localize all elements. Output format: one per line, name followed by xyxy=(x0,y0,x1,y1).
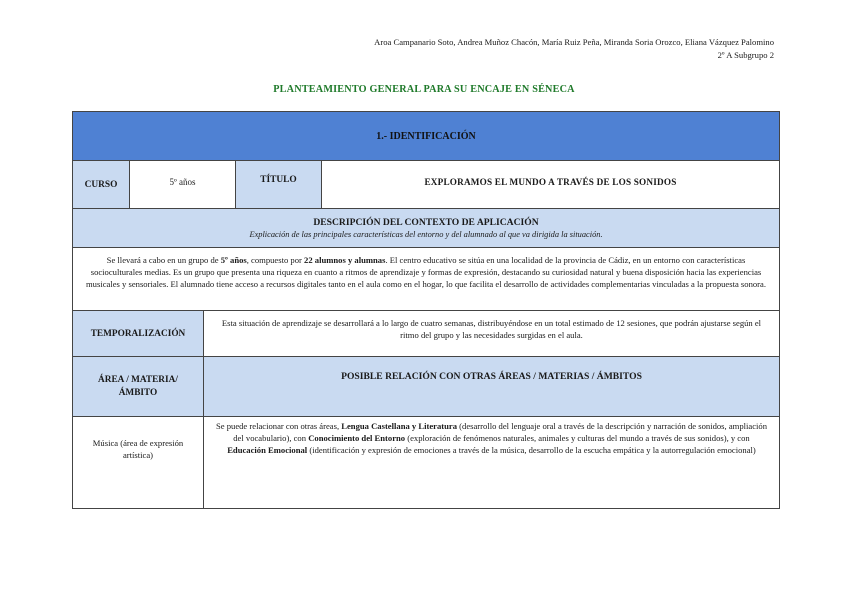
context-bold-students: 22 alumnos y alumnas xyxy=(304,255,386,265)
music-row xyxy=(73,416,779,508)
relation-text-3: (exploración de fenómenos naturales, animales y culturas del mundo a través de sus sonidos), y con xyxy=(405,433,750,443)
context-row xyxy=(73,247,779,310)
temporalizacion-text: Esta situación de aprendizaje se desarrollará a lo largo de cuatro semanas, distribuyéndose en un total estimado de 12 sesiones, que podrán ajustarse según el ritmo del grupo y las necesidades surgidas en el aula. xyxy=(203,311,779,356)
relation-text-4: (identificación y expresión de emociones a través de la música, desarrollo de la escucha empática y la autorregulación emocional) xyxy=(307,445,756,455)
author-header xyxy=(374,36,774,62)
titulo-label: TÍTULO xyxy=(235,161,321,208)
curso-value: 5º años xyxy=(129,161,235,208)
relation-title: POSIBLE RELACIÓN CON OTRAS ÁREAS / MATERIAS / ÁMBITOS xyxy=(203,357,779,416)
context-header-row xyxy=(73,208,779,247)
context-subtitle: Explicación de las principales características del entorno y del alumnado al que va dirigida la situación. xyxy=(249,229,603,239)
context-header xyxy=(73,209,779,247)
temporalizacion-label: TEMPORALIZACIÓN xyxy=(73,311,203,356)
curso-label: CURSO xyxy=(73,161,129,208)
temporalizacion-row xyxy=(73,310,779,356)
context-description xyxy=(73,248,779,310)
relation-description xyxy=(203,417,779,508)
relation-bold-lengua: Lengua Castellana y Literatura xyxy=(341,421,458,431)
titulo-value: EXPLORAMOS EL MUNDO A TRAVÉS DE LOS SONIDOS xyxy=(321,161,779,208)
relation-text-2: (desarrollo del lenguaje oral a través de la descripción y narración de sonidos, ampliación del vocabulario), con xyxy=(233,421,768,443)
identification-table xyxy=(72,111,780,509)
relation-bold-emocional: Educación Emocional xyxy=(227,445,308,455)
relation-text-1: Se puede relacionar con otras áreas, xyxy=(215,421,342,431)
relation-bold-entorno: Conocimiento del Entorno xyxy=(308,433,406,443)
context-text-3: . El centro educativo se sitúa en una localidad de la provincia de Cádiz, en un entorno con características socioculturales medias. Es un grupo que presenta una riqueza en cuanto a ritmos de aprendizaje y formas de expresión, destacando su curiosidad natural y buena disposición hacia las experiencias musicales y sensoriales. El alumnado tiene acceso a recursos digitales tanto en el aula como en el hogar, lo que facilita el desarrollo de actividades complementarias vinculadas a la propuesta sonora. xyxy=(86,255,766,289)
area-header-row xyxy=(73,356,779,416)
area-label: ÁREA / MATERIA/ ÁMBITO xyxy=(73,357,203,416)
author-names: Aroa Campanario Soto, Andrea Muñoz Chacón, María Ruiz Peña, Miranda Soria Orozco, Eliana Vázquez Palomino xyxy=(374,37,774,47)
context-bold-age: 5º años xyxy=(220,255,247,265)
context-title: DESCRIPCIÓN DEL CONTEXTO DE APLICACIÓN xyxy=(313,216,539,228)
context-text-2: , compuesto por xyxy=(246,255,305,265)
music-area: Música (área de expresión artística) xyxy=(92,438,184,460)
section-header-row xyxy=(73,112,779,160)
curso-titulo-row xyxy=(73,160,779,208)
group-label: 2º A Subgrupo 2 xyxy=(717,50,774,60)
context-text-1: Se llevará a cabo en un grupo de xyxy=(106,255,221,265)
document-title: PLANTEAMIENTO GENERAL PARA SU ENCAJE EN SÉNECA xyxy=(273,84,575,95)
section-title: 1.- IDENTIFICACIÓN xyxy=(73,112,779,160)
